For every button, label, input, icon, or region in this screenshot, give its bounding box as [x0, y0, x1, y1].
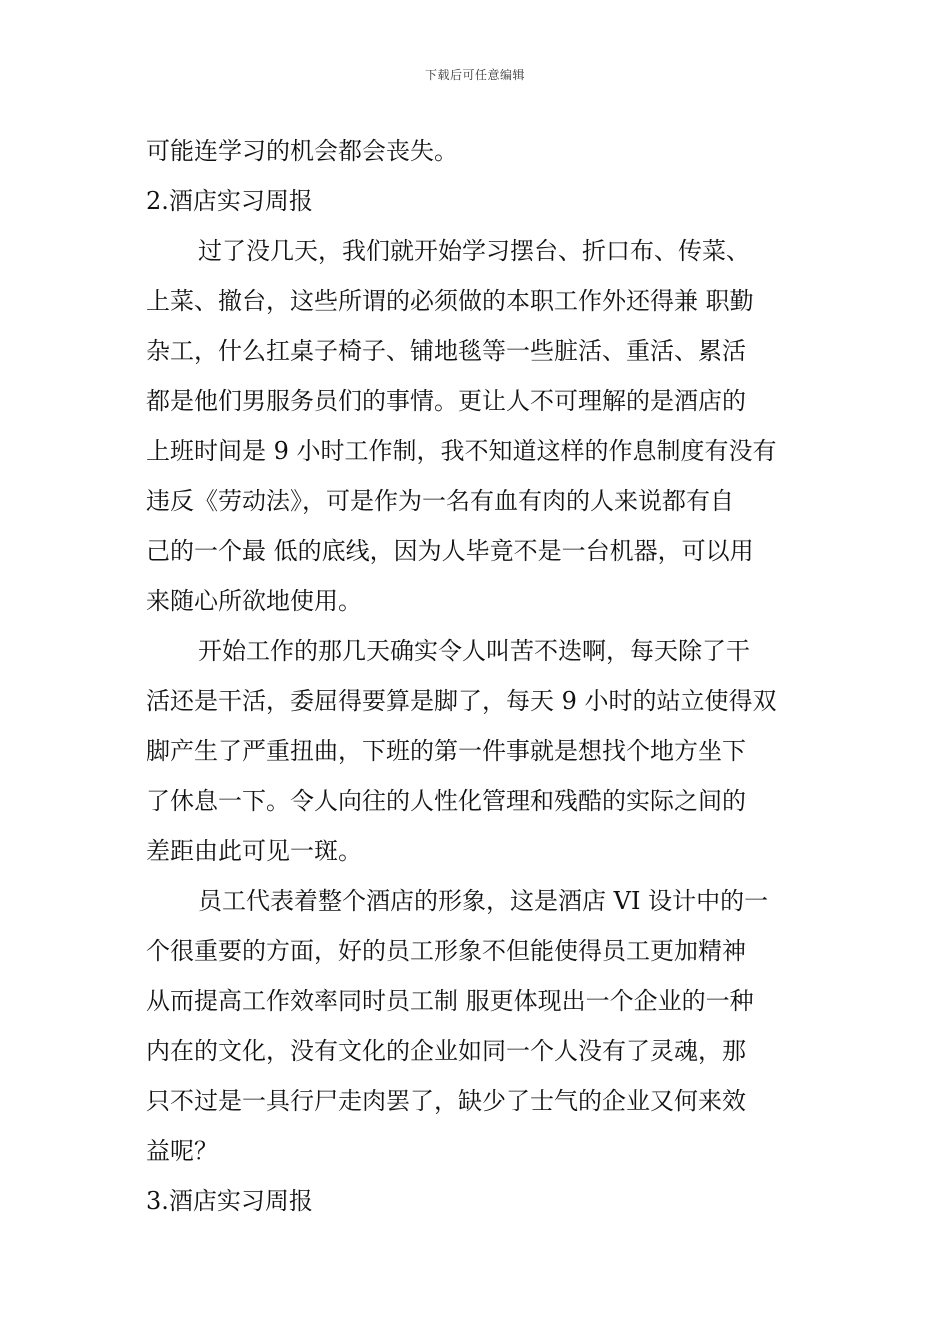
header-note: 下载后可任意编辑: [424, 68, 525, 82]
text-line: 上菜、撤台，这些所谓的必须做的本职工作外还得兼 职勤: [146, 287, 754, 315]
text-line: 活还是干活，委屈得要算是脚了，每天 9 小时的站立使得双: [146, 687, 777, 715]
text-line: 脚产生了严重扭曲，下班的第一件事就是想找个地方坐下: [146, 737, 746, 765]
text-line: 3.酒店实习周报: [146, 1187, 313, 1215]
text-line: 益呢？: [146, 1137, 218, 1165]
text-line: 员工代表着整个酒店的形象，这是酒店 VI 设计中的一: [198, 887, 769, 915]
text-line: 内在的文化，没有文化的企业如同一个人没有了灵魂，那: [146, 1037, 746, 1065]
text-line: 2.酒店实习周报: [146, 187, 313, 215]
text-line: 差距由此可见一斑。: [146, 837, 362, 865]
text-line: 己的一个最 低的底线，因为人毕竟不是一台机器，可以用: [146, 537, 754, 565]
text-line: 都是他们男服务员们的事情。更让人不可理解的是酒店的: [146, 387, 746, 415]
text-line: 只不过是一具行尸走肉罢了，缺少了士气的企业又何来效: [146, 1087, 746, 1115]
text-line: 可能连学习的机会都会丧失。: [146, 137, 458, 165]
text-line: 开始工作的那几天确实令人叫苦不迭啊，每天除了干: [198, 637, 750, 665]
text-line: 从而提高工作效率同时员工制 服更体现出一个企业的一种: [146, 987, 754, 1015]
text-line: 个很重要的方面，好的员工形象不但能使得员工更加精神: [146, 937, 746, 965]
text-line: 了休息一下。令人向往的人性化管理和残酷的实际之间的: [146, 787, 746, 815]
text-line: 杂工，什么扛桌子椅子、铺地毯等一些脏活、重活、累活: [146, 337, 746, 365]
document-body: [146, 126, 808, 1226]
text-line: 违反《劳动法》，可是作为一名有血有肉的人来说都有自: [146, 487, 734, 515]
text-line: 来随心所欲地使用。: [146, 587, 362, 615]
text-line: 上班时间是 9 小时工作制，我不知道这样的作息制度有没有: [146, 437, 777, 465]
text-line: 过了没几天，我们就开始学习摆台、折口布、传菜、: [198, 237, 750, 265]
